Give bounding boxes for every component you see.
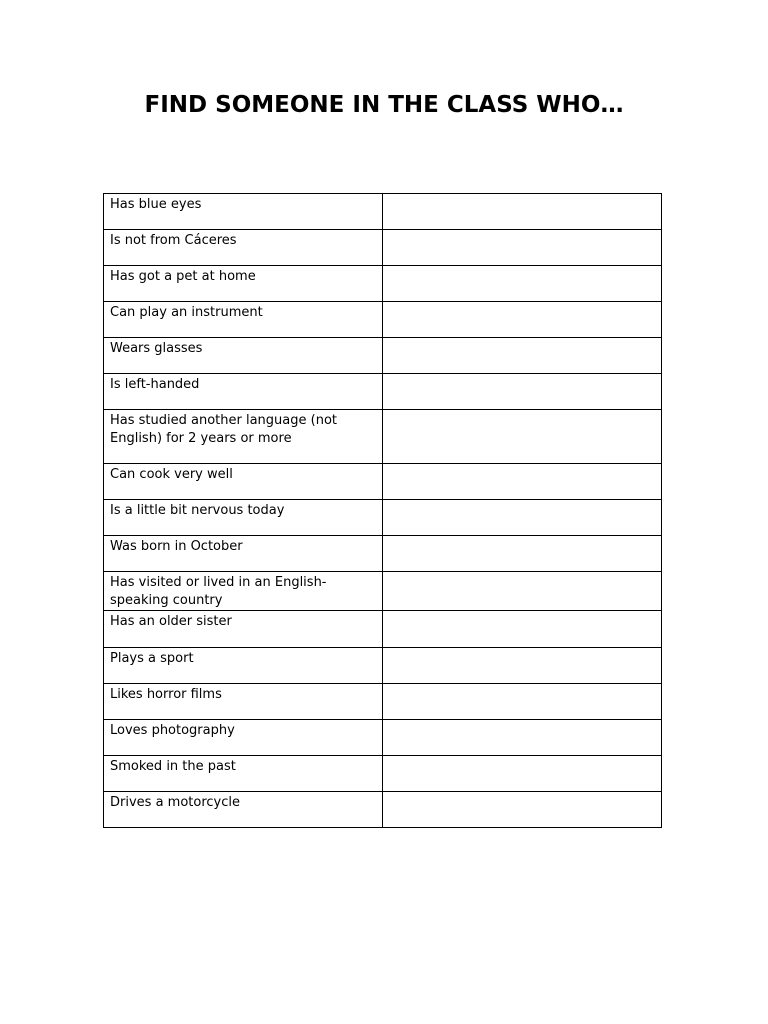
prompt-cell: Likes horror films xyxy=(104,684,383,720)
prompt-cell: Has an older sister xyxy=(104,611,383,648)
find-someone-table xyxy=(103,193,662,828)
answer-cell[interactable] xyxy=(383,720,662,756)
answer-cell[interactable] xyxy=(383,302,662,338)
answer-cell[interactable] xyxy=(383,684,662,720)
prompt-cell: Is not from Cáceres xyxy=(104,230,383,266)
table-row xyxy=(104,792,662,828)
table-row xyxy=(104,464,662,500)
answer-cell[interactable] xyxy=(383,464,662,500)
table-row xyxy=(104,338,662,374)
answer-cell[interactable] xyxy=(383,648,662,684)
table-row xyxy=(104,230,662,266)
table-row xyxy=(104,756,662,792)
table-row xyxy=(104,374,662,410)
table-row xyxy=(104,572,662,611)
table-row xyxy=(104,648,662,684)
prompt-cell: Loves photography xyxy=(104,720,383,756)
answer-cell[interactable] xyxy=(383,792,662,828)
table-row xyxy=(104,684,662,720)
prompt-cell: Is left-handed xyxy=(104,374,383,410)
table-row xyxy=(104,720,662,756)
prompt-cell: Has studied another language (not English) for 2 years or more xyxy=(104,410,383,464)
answer-cell[interactable] xyxy=(383,338,662,374)
prompt-cell: Drives a motorcycle xyxy=(104,792,383,828)
prompt-cell: Has visited or lived in an English-speaking country xyxy=(104,572,383,611)
prompt-cell: Can cook very well xyxy=(104,464,383,500)
table-row xyxy=(104,194,662,230)
prompt-cell: Was born in October xyxy=(104,536,383,572)
prompt-cell: Plays a sport xyxy=(104,648,383,684)
answer-cell[interactable] xyxy=(383,572,662,611)
answer-cell[interactable] xyxy=(383,611,662,648)
answer-cell[interactable] xyxy=(383,194,662,230)
page-title: FIND SOMEONE IN THE CLASS WHO… xyxy=(144,92,624,118)
table-row xyxy=(104,410,662,464)
answer-cell[interactable] xyxy=(383,266,662,302)
prompt-cell: Smoked in the past xyxy=(104,756,383,792)
answer-cell[interactable] xyxy=(383,230,662,266)
prompt-cell: Can play an instrument xyxy=(104,302,383,338)
prompt-cell: Wears glasses xyxy=(104,338,383,374)
table-body xyxy=(104,194,662,828)
prompt-cell: Is a little bit nervous today xyxy=(104,500,383,536)
answer-cell[interactable] xyxy=(383,374,662,410)
answer-cell[interactable] xyxy=(383,410,662,464)
table-row xyxy=(104,536,662,572)
answer-cell[interactable] xyxy=(383,500,662,536)
prompt-cell: Has blue eyes xyxy=(104,194,383,230)
table-row xyxy=(104,611,662,648)
table-row xyxy=(104,266,662,302)
prompt-cell: Has got a pet at home xyxy=(104,266,383,302)
answer-cell[interactable] xyxy=(383,536,662,572)
table-row xyxy=(104,500,662,536)
table-row xyxy=(104,302,662,338)
answer-cell[interactable] xyxy=(383,756,662,792)
